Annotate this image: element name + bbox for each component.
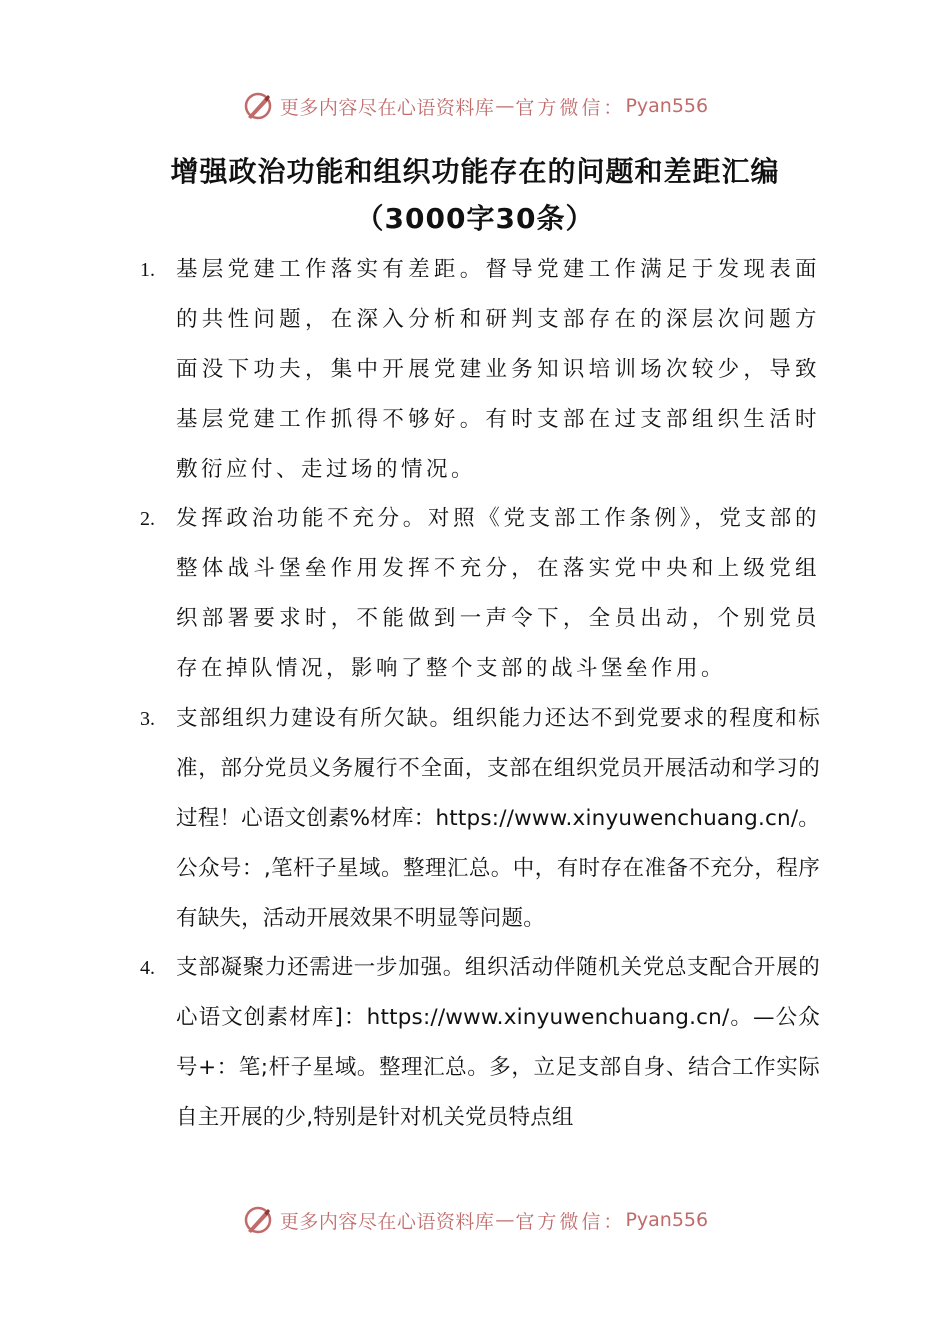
list-item-text: 发挥政治功能不充分。对照《党支部工作条例》，党支部的整体战斗堡垒作用发挥不充分，在落实党中央和上级党组织部署要求时，不能做到一声令下，全员出动，个别党员存在掉队情况，影响了整个支部的战斗堡垒作用。 (176, 506, 820, 681)
document-title: 增强政治功能和组织功能存在的问题和差距汇编（3000字30条） (170, 155, 780, 235)
banner-dash: — (495, 95, 515, 117)
list-item-number: 1. (140, 259, 155, 281)
header-banner (0, 86, 950, 126)
banner-text: 更多内容尽在心语资料库 (279, 1210, 495, 1233)
banner-dash: — (495, 1209, 515, 1231)
banner-wechat-id: Pyan556 (625, 1209, 709, 1231)
list-item-text: 支部凝聚力还需进一步加强。组织活动伴随机关党总支配合开展的心语文创素材库]：https://www.xinyuwenchuang.cn/。—公众号+：笔;杆子星域。整理汇总。多，立足支部自身、结合工作实际自主开展的少,特别是针对机关党员特点组 (176, 955, 820, 1130)
banner-wechat-label: 官方微信： (515, 1210, 626, 1233)
pen-circle-icon (242, 1204, 274, 1236)
list-item-number: 3. (140, 708, 155, 730)
list-item-text: 基层党建工作落实有差距。督导党建工作满足于发现表面的共性问题，在深入分析和研判支部存在的深层次问题方面没下功夫，集中开展党建业务知识培训场次较少，导致基层党建工作抓得不够好。有时支部在过支部组织生活时敷衍应付、走过场的情况。 (176, 257, 820, 482)
banner-text: 更多内容尽在心语资料库 (279, 96, 495, 119)
list-item-number: 2. (140, 508, 155, 530)
list-item-number: 4. (140, 957, 155, 979)
footer-banner (0, 1200, 950, 1240)
banner-wechat-label: 官方微信： (515, 96, 626, 119)
pen-circle-icon (242, 90, 274, 122)
list-item (140, 494, 820, 694)
list-item (140, 245, 820, 495)
banner-wechat-id: Pyan556 (625, 95, 709, 117)
list-item (140, 943, 820, 1143)
list-item (140, 694, 820, 944)
list-item-text: 支部组织力建设有所欠缺。组织能力还达不到党要求的程度和标准，部分党员义务履行不全面，支部在组织党员开展活动和学习的过程！心语文创素%材库：https://www.xinyuwenchuang.cn/。公众号：,笔杆子星域。整理汇总。中，有时存在准备不充分，程序有缺失，活动开展效果不明显等问题。 (176, 706, 820, 931)
